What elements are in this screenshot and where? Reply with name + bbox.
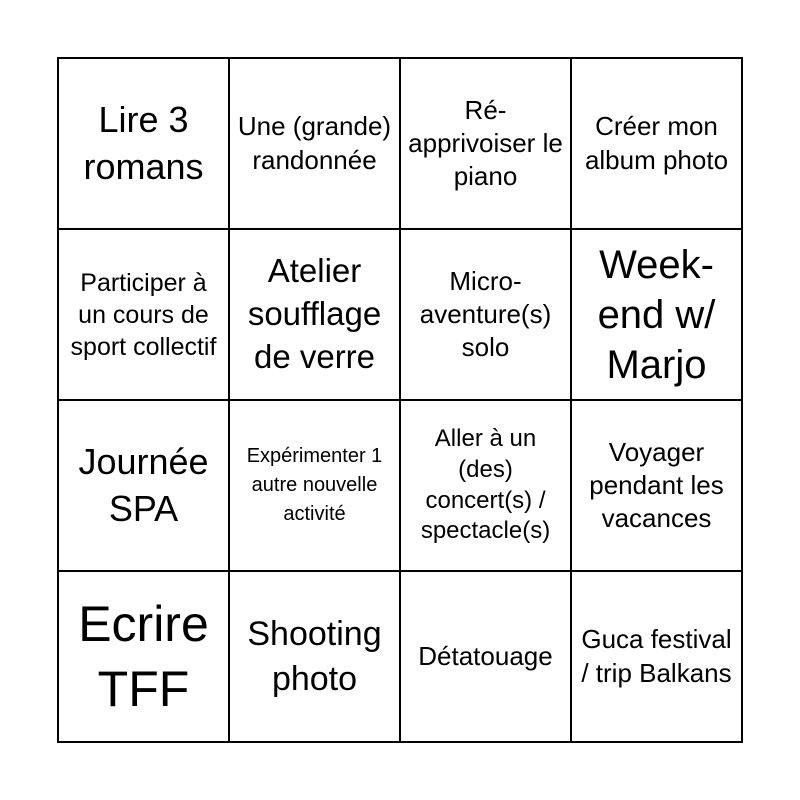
bingo-cell[interactable]	[229, 58, 400, 229]
bingo-cell[interactable]	[229, 571, 400, 742]
bingo-cell-label: Lire 3 romans	[83, 98, 204, 187]
bingo-cell-label: Guca festival / trip Balkans	[581, 624, 732, 688]
bingo-cell[interactable]	[571, 229, 742, 400]
bingo-board	[57, 57, 743, 743]
bingo-cell[interactable]	[58, 571, 229, 742]
bingo-cell-label: Une (grande) randonnée	[237, 111, 392, 175]
bingo-cell-label: Expérimenter 1 autre nouvelle activité	[246, 445, 383, 525]
bingo-cell-label: Shooting photo	[247, 615, 382, 698]
bingo-cell-label: Créer mon album photo	[584, 111, 729, 175]
bingo-cell-label: Journée SPA	[78, 440, 209, 529]
bingo-cell-label: Participer à un cours de sport collectif	[70, 268, 217, 361]
bingo-cell[interactable]	[400, 400, 571, 571]
bingo-cell-label: Voyager pendant les vacances	[589, 436, 724, 534]
bingo-cell-label: Ré-apprivoiser le piano	[408, 94, 563, 192]
bingo-cell-label: Aller à un (des) concert(s) / spectacle(s)	[420, 425, 551, 545]
bingo-cell-label: Week-end w/ Marjo	[597, 242, 716, 387]
bingo-cell[interactable]	[58, 58, 229, 229]
bingo-cell[interactable]	[400, 571, 571, 742]
bingo-cell-label: Ecrire TFF	[78, 595, 209, 717]
bingo-cell[interactable]	[400, 58, 571, 229]
bingo-cell[interactable]	[571, 58, 742, 229]
bingo-cell[interactable]	[571, 400, 742, 571]
bingo-cell[interactable]	[58, 400, 229, 571]
bingo-cell-label: Atelier soufflage de verre	[247, 252, 382, 375]
bingo-cell[interactable]	[571, 571, 742, 742]
bingo-cell-label: Micro-aventure(s) solo	[419, 265, 552, 363]
bingo-cell-label: Détatouage	[418, 640, 553, 671]
bingo-cell[interactable]	[58, 229, 229, 400]
bingo-cell[interactable]	[400, 229, 571, 400]
bingo-cell[interactable]	[229, 229, 400, 400]
bingo-cell[interactable]	[229, 400, 400, 571]
